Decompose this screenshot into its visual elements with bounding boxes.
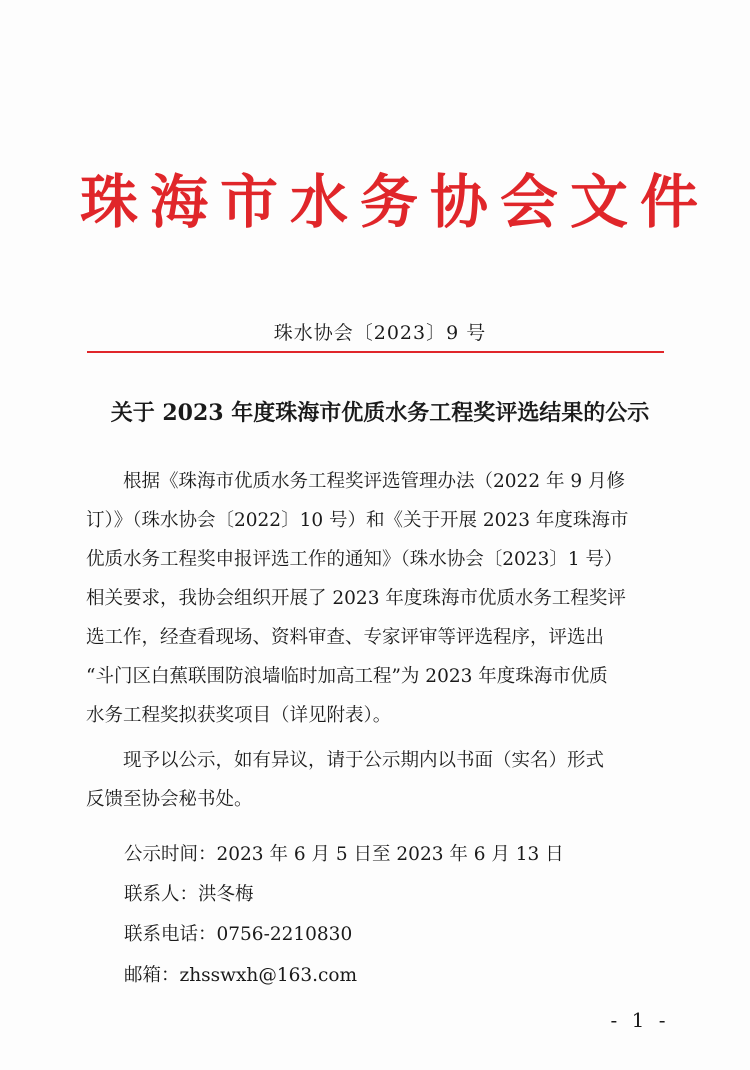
- header-divider: [87, 351, 664, 353]
- page-number: - 1 -: [610, 1008, 670, 1032]
- text-line: 相关要求，我协会组织开展了 2023 年度珠海市优质水务工程奖评: [86, 588, 626, 609]
- body-paragraph-1: [86, 462, 668, 735]
- text-line: 优质水务工程奖申报评选工作的通知》（珠水协会〔2023〕1 号）: [86, 549, 623, 570]
- notice-title: 关于 2023 年度珠海市优质水务工程奖评选结果的公示: [110, 400, 650, 426]
- notice-body: [86, 462, 668, 819]
- contact-person: 联系人：洪冬梅: [124, 884, 254, 905]
- text-line: 现予以公示，如有异议，请于公示期内以书面（实名）形式: [123, 750, 605, 771]
- text-line: 选工作，经查看现场、资料审查、专家评审等评选程序，评选出: [86, 627, 605, 648]
- document-number: 珠水协会〔2023〕9 号: [273, 322, 487, 344]
- contact-phone: 联系电话：0756-2210830: [124, 924, 353, 945]
- contact-email: 邮箱：zhsswxh@163.com: [124, 965, 358, 986]
- document-header-title: 珠海市水务协会文件: [80, 168, 711, 236]
- text-line: “斗门区白蕉联围防浪墙临时加高工程”为 2023 年度珠海市优质: [86, 666, 608, 687]
- text-line: 订）》（珠水协会〔2022〕10 号）和《关于开展 2023 年度珠海市: [86, 510, 629, 531]
- publicity-period: 公示时间：2023 年 6 月 5 日至 2023 年 6 月 13 日: [124, 844, 564, 865]
- text-line: 根据《珠海市优质水务工程奖评选管理办法（2022 年 9 月修: [123, 471, 625, 492]
- body-paragraph-2: [86, 741, 668, 819]
- text-line: 水务工程奖拟获奖项目（详见附表）。: [86, 705, 392, 726]
- text-line: 反馈至协会秘书处。: [86, 789, 253, 810]
